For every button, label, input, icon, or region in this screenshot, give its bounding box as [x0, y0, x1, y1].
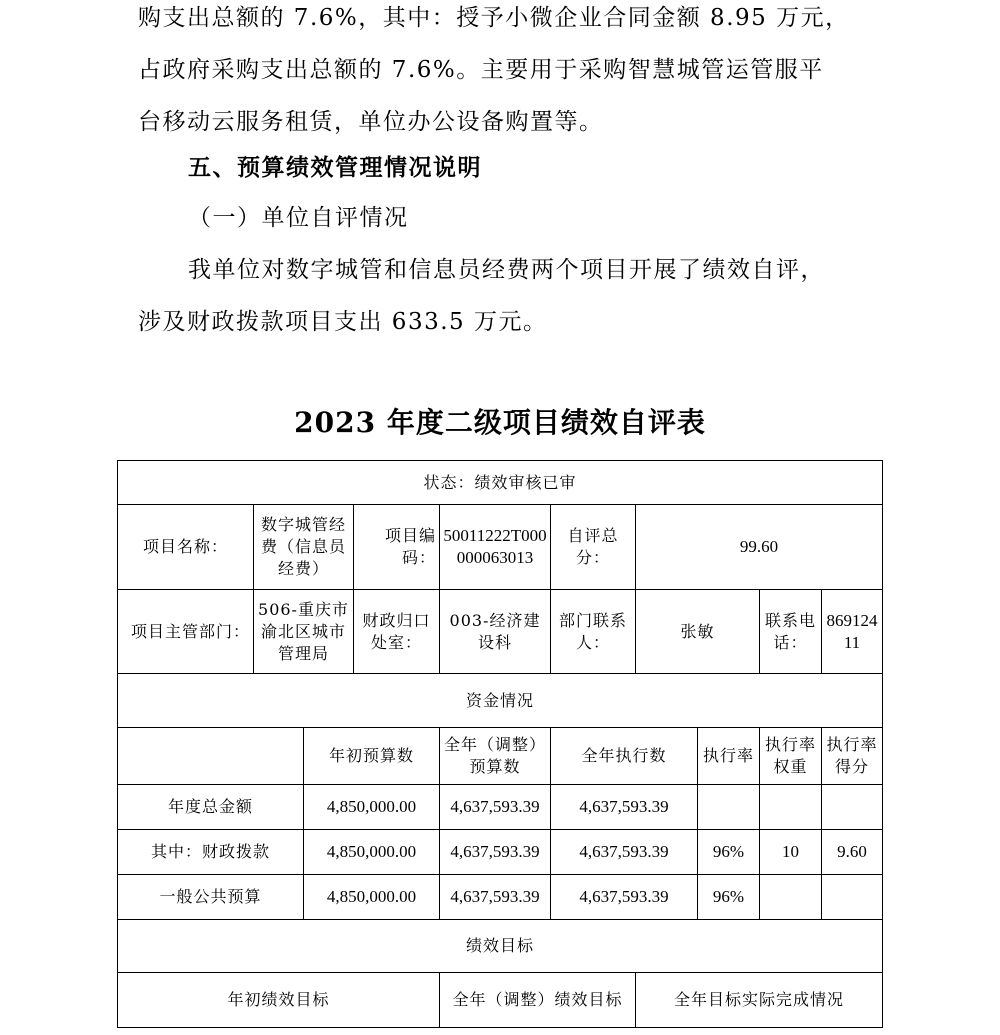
- rate-score-value: 9.60: [822, 830, 883, 875]
- header-executed: 全年执行数: [551, 728, 698, 785]
- table-title: 2023 年度二级项目绩效自评表: [294, 406, 706, 439]
- project-code-value: 50011222T000000063013: [440, 505, 551, 590]
- execution-rate-value: [698, 785, 760, 830]
- self-score-label: 自评总分：: [551, 505, 636, 590]
- table-row: [118, 830, 883, 875]
- header-actual-completion: 全年目标实际完成情况: [636, 973, 883, 1028]
- rate-weight-value: [760, 875, 822, 920]
- header-initial-budget: 年初预算数: [304, 728, 440, 785]
- rate-weight-value: [760, 785, 822, 830]
- paragraph-line: 涉及财政拨款项目支出 633.5 万元。: [138, 309, 548, 335]
- paragraph-procurement: [138, 0, 898, 148]
- phone-value: 86912411: [822, 590, 883, 674]
- finance-office-label: 财政归口处室：: [354, 590, 440, 674]
- header-initial-target: 年初绩效目标: [118, 973, 440, 1028]
- blank-header-cell: [118, 728, 304, 785]
- performance-section-header: 绩效目标: [118, 920, 883, 973]
- table-row: [118, 875, 883, 920]
- contact-label: 部门联系人：: [551, 590, 636, 674]
- adjusted-budget-value: 4,637,593.39: [440, 830, 551, 875]
- contact-value: 张敏: [636, 590, 760, 674]
- table-row: [118, 785, 883, 830]
- rate-score-value: [822, 875, 883, 920]
- project-name-value: 数字城管经费（信息员经费）: [254, 505, 354, 590]
- project-code-label: 项目编码：: [354, 505, 440, 590]
- self-score-value: 99.60: [636, 505, 883, 590]
- project-name-label: 项目名称：: [118, 505, 254, 590]
- execution-rate-value: 96%: [698, 830, 760, 875]
- header-adjusted-budget: 全年（调整）预算数: [440, 728, 551, 785]
- rate-score-value: [822, 785, 883, 830]
- row-label: 年度总金额: [118, 785, 304, 830]
- subsection-heading-1: （一）单位自评情况: [188, 205, 409, 231]
- header-rate-weight: 执行率权重: [760, 728, 822, 785]
- paragraph-self-evaluation: [138, 244, 898, 348]
- rate-weight-value: 10: [760, 830, 822, 875]
- execution-rate-value: 96%: [698, 875, 760, 920]
- initial-budget-value: 4,850,000.00: [304, 785, 440, 830]
- performance-evaluation-table: [117, 460, 883, 1028]
- adjusted-budget-value: 4,637,593.39: [440, 785, 551, 830]
- executed-value: 4,637,593.39: [551, 830, 698, 875]
- initial-budget-value: 4,850,000.00: [304, 875, 440, 920]
- initial-budget-value: 4,850,000.00: [304, 830, 440, 875]
- department-value: 506-重庆市渝北区城市管理局: [254, 590, 354, 674]
- paragraph-line: 购支出总额的 7.6%，其中：授予小微企业合同金额 8.95 万元，: [138, 5, 850, 31]
- paragraph-line: 我单位对数字城管和信息员经费两个项目开展了绩效自评，: [188, 257, 825, 283]
- status-cell: 状态：绩效审核已审: [118, 461, 883, 505]
- row-label: 一般公共预算: [118, 875, 304, 920]
- header-rate-score: 执行率得分: [822, 728, 883, 785]
- phone-label: 联系电话：: [760, 590, 822, 674]
- executed-value: 4,637,593.39: [551, 785, 698, 830]
- header-adjusted-target: 全年（调整）绩效目标: [440, 973, 636, 1028]
- paragraph-line: 占政府采购支出总额的 7.6%。主要用于采购智慧城管运管服平: [138, 57, 824, 83]
- paragraph-line: 台移动云服务租赁，单位办公设备购置等。: [138, 109, 604, 135]
- row-label: 其中：财政拨款: [118, 830, 304, 875]
- department-label: 项目主管部门：: [118, 590, 254, 674]
- finance-office-value: 003-经济建设科: [440, 590, 551, 674]
- section-heading-5: 五、预算绩效管理情况说明: [188, 154, 482, 181]
- funds-section-header: 资金情况: [118, 674, 883, 728]
- adjusted-budget-value: 4,637,593.39: [440, 875, 551, 920]
- executed-value: 4,637,593.39: [551, 875, 698, 920]
- header-execution-rate: 执行率: [698, 728, 760, 785]
